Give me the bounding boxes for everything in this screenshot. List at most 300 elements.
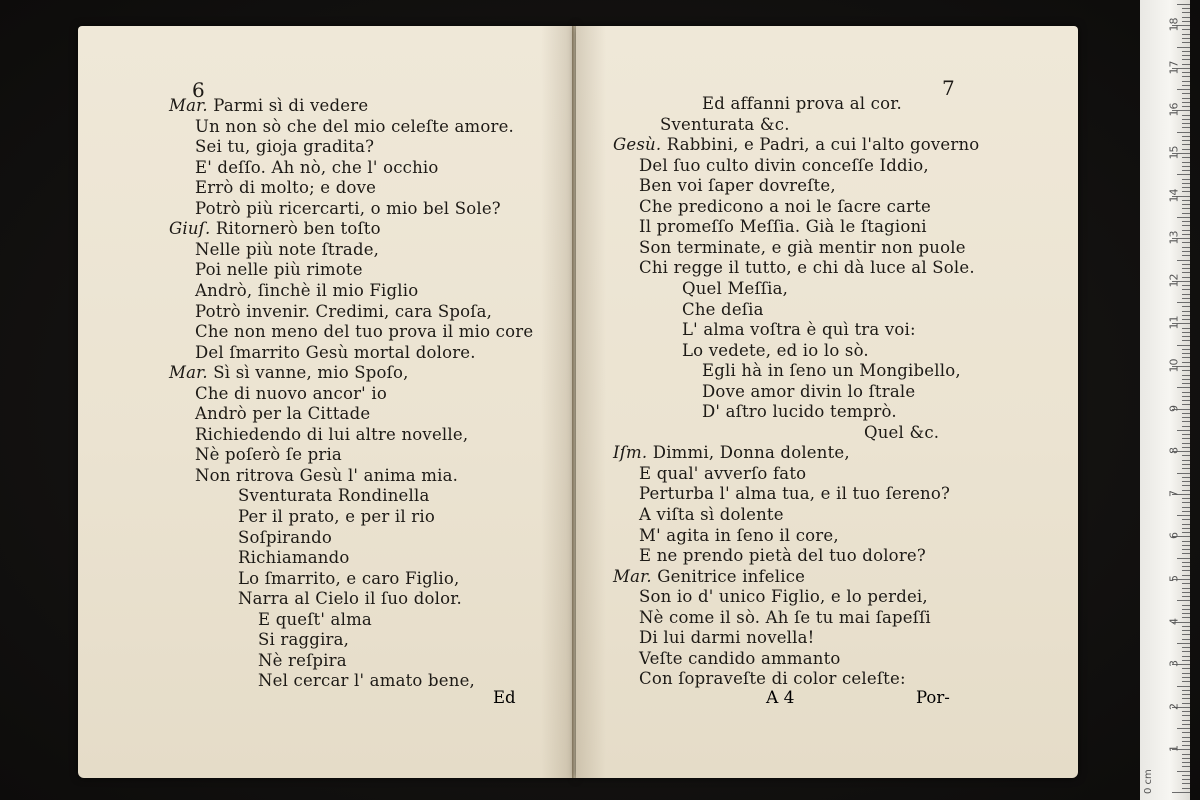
line-text: Sì sì vanne, mio Spoſo, bbox=[213, 363, 409, 383]
speaker-label: Giuſ. bbox=[169, 219, 216, 239]
ruler-tick bbox=[1182, 123, 1190, 124]
line-text: E queſt' alma bbox=[258, 609, 372, 629]
ruler-tick bbox=[1182, 230, 1190, 231]
ruler-number: 12 bbox=[1167, 273, 1181, 288]
line-text: Che deſia bbox=[682, 299, 764, 319]
ruler-tick bbox=[1182, 528, 1190, 529]
ruler-tick bbox=[1182, 673, 1190, 674]
ruler-tick bbox=[1182, 438, 1190, 439]
ruler-tick bbox=[1182, 268, 1190, 269]
ruler-tick bbox=[1182, 745, 1190, 746]
text-line bbox=[639, 505, 784, 525]
ruler-tick bbox=[1182, 383, 1190, 384]
text-line bbox=[238, 569, 459, 589]
line-text: Andrò, ſinchè il mio Figlio bbox=[195, 280, 419, 300]
text-line bbox=[169, 363, 409, 383]
ruler-number: 2 bbox=[1167, 702, 1181, 710]
ruler-tick bbox=[1182, 285, 1190, 286]
ruler-tick bbox=[1182, 511, 1190, 512]
ruler-number: 1 bbox=[1167, 745, 1181, 753]
ruler-tick bbox=[1182, 596, 1190, 597]
line-text: Quel &c. bbox=[864, 422, 940, 442]
ruler-tick bbox=[1182, 605, 1190, 606]
text-line bbox=[195, 178, 376, 198]
text-line bbox=[702, 361, 961, 381]
speaker-label: Mar. bbox=[613, 566, 658, 586]
ruler-tick bbox=[1182, 200, 1190, 201]
ruler-tick bbox=[1182, 477, 1190, 478]
line-text: Chi regge il tutto, e chi dà luce al Sole. bbox=[639, 258, 975, 278]
ruler-tick bbox=[1182, 328, 1190, 329]
line-text: Ritornerò ben toſto bbox=[215, 219, 381, 239]
ruler-tick bbox=[1182, 183, 1190, 184]
text-line bbox=[613, 443, 850, 463]
ruler-tick bbox=[1182, 93, 1190, 94]
ruler-tick bbox=[1182, 570, 1190, 571]
ruler-tick bbox=[1177, 558, 1190, 559]
line-text: Lo ſmarrito, e caro Figlio, bbox=[238, 568, 460, 588]
line-text: Nel cercar l' amato bene, bbox=[258, 671, 475, 691]
ruler-tick bbox=[1177, 686, 1190, 687]
ruler-tick bbox=[1182, 647, 1190, 648]
ruler-tick bbox=[1182, 157, 1190, 158]
ruler-tick bbox=[1182, 724, 1190, 725]
text-line bbox=[639, 464, 806, 484]
ruler-tick bbox=[1182, 208, 1190, 209]
ruler-tick bbox=[1182, 468, 1190, 469]
text-line bbox=[195, 260, 363, 280]
ruler-tick bbox=[1182, 609, 1190, 610]
ruler-tick bbox=[1182, 362, 1190, 363]
text-line bbox=[238, 507, 435, 527]
speaker-label: Gesù. bbox=[613, 135, 667, 155]
text-line bbox=[639, 628, 815, 648]
speaker-label: Iſm. bbox=[613, 443, 653, 463]
ruler-tick bbox=[1177, 302, 1190, 303]
line-text: D' aſtro lucido temprò. bbox=[702, 402, 897, 422]
ruler-tick bbox=[1182, 277, 1190, 278]
ruler-number: 16 bbox=[1167, 102, 1181, 117]
text-line bbox=[613, 135, 979, 155]
ruler-tick bbox=[1182, 434, 1190, 435]
ruler-tick bbox=[1182, 660, 1190, 661]
ruler-tick bbox=[1182, 541, 1190, 542]
line-text: Che non meno del tuo prova il mio core bbox=[195, 322, 534, 342]
line-text: M' agita in ſeno il core, bbox=[639, 525, 839, 545]
ruler-tick bbox=[1182, 617, 1190, 618]
ruler-tick bbox=[1172, 792, 1190, 793]
text-line bbox=[682, 300, 764, 320]
ruler-tick bbox=[1182, 311, 1190, 312]
ruler-tick bbox=[1182, 651, 1190, 652]
ruler-tick bbox=[1182, 788, 1190, 789]
line-text: Che predicono a noi le ſacre carte bbox=[639, 196, 931, 216]
ruler-tick bbox=[1182, 8, 1190, 9]
ruler-tick bbox=[1182, 732, 1190, 733]
signature-mark: A 4 bbox=[766, 688, 795, 708]
ruler-number: 4 bbox=[1167, 617, 1181, 625]
line-text: Un non sò che del mio celeſte amore. bbox=[195, 116, 514, 136]
ruler-tick bbox=[1177, 174, 1190, 175]
text-line bbox=[639, 238, 966, 258]
ruler-tick bbox=[1182, 490, 1190, 491]
ruler-tick bbox=[1182, 639, 1190, 640]
text-line bbox=[195, 302, 492, 322]
ruler-tick bbox=[1177, 771, 1190, 772]
ruler-tick bbox=[1182, 272, 1190, 273]
ruler-tick bbox=[1182, 630, 1190, 631]
text-line bbox=[639, 526, 839, 546]
ruler-tick bbox=[1182, 668, 1190, 669]
ruler-tick bbox=[1182, 306, 1190, 307]
line-text: Sventurata Rondinella bbox=[238, 486, 430, 506]
text-line bbox=[639, 484, 950, 504]
ruler-tick bbox=[1182, 102, 1190, 103]
line-text: Sventurata &c. bbox=[660, 114, 790, 134]
text-line bbox=[169, 219, 381, 239]
page-number-left: 6 bbox=[192, 78, 205, 102]
ruler-number: 5 bbox=[1167, 575, 1181, 582]
ruler-tick bbox=[1182, 413, 1190, 414]
ruler-tick bbox=[1182, 417, 1190, 418]
ruler-tick bbox=[1182, 549, 1190, 550]
line-text: Potrò invenir. Credimi, cara Spoſa, bbox=[195, 301, 493, 321]
text-line bbox=[660, 115, 790, 135]
line-text: Veſte candido ammanto bbox=[639, 648, 841, 668]
ruler-number: 15 bbox=[1167, 145, 1181, 160]
ruler-tick bbox=[1182, 404, 1190, 405]
line-text: Non ritrova Gesù l' anima mia. bbox=[195, 465, 459, 485]
line-text: Narra al Cielo il ſuo dolor. bbox=[238, 589, 462, 609]
ruler-tick bbox=[1182, 775, 1190, 776]
ruler-tick bbox=[1182, 264, 1190, 265]
ruler-number: 9 bbox=[1167, 404, 1181, 412]
text-line bbox=[195, 425, 468, 445]
ruler-tick bbox=[1182, 575, 1190, 576]
ruler-tick bbox=[1182, 566, 1190, 567]
text-line bbox=[169, 96, 368, 116]
line-text: L' alma voſtra è quì tra voi: bbox=[682, 320, 916, 340]
text-line bbox=[639, 546, 926, 566]
ruler-tick bbox=[1182, 234, 1190, 235]
text-line bbox=[195, 322, 533, 342]
text-line bbox=[702, 94, 902, 114]
ruler-tick bbox=[1182, 136, 1190, 137]
ruler-tick bbox=[1182, 213, 1190, 214]
line-text: Nè come il sò. Ah ſe tu mai ſapeſſi bbox=[639, 607, 931, 627]
ruler-tick bbox=[1182, 779, 1190, 780]
ruler-tick bbox=[1182, 464, 1190, 465]
ruler-tick bbox=[1182, 149, 1190, 150]
line-text: E qual' avverſo fato bbox=[639, 463, 807, 483]
ruler-tick bbox=[1182, 681, 1190, 682]
line-text: Genitrice infelice bbox=[657, 566, 806, 586]
ruler-tick bbox=[1182, 81, 1190, 82]
text-line bbox=[702, 402, 897, 422]
ruler-tick bbox=[1182, 758, 1190, 759]
ruler-tick bbox=[1182, 51, 1190, 52]
ruler-tick bbox=[1177, 89, 1190, 90]
line-text: Errò di molto; e dove bbox=[195, 178, 377, 198]
line-text: Perturba l' alma tua, e il tuo ſereno? bbox=[639, 484, 951, 504]
ruler-tick bbox=[1182, 375, 1190, 376]
text-line bbox=[195, 117, 514, 137]
line-text: Sei tu, gioja gradita? bbox=[195, 137, 375, 157]
text-line bbox=[258, 630, 349, 650]
ruler-tick bbox=[1182, 762, 1190, 763]
line-text: Con ſopraveſte di color celeſte: bbox=[639, 669, 906, 689]
ruler-tick bbox=[1182, 583, 1190, 584]
ruler-tick bbox=[1182, 553, 1190, 554]
ruler-number: 11 bbox=[1167, 315, 1181, 330]
ruler-tick bbox=[1182, 357, 1190, 358]
line-text: Poi nelle più rimote bbox=[195, 260, 363, 280]
ruler-tick bbox=[1182, 179, 1190, 180]
text-line bbox=[238, 589, 462, 609]
ruler-tick bbox=[1182, 166, 1190, 167]
ruler-tick bbox=[1182, 55, 1190, 56]
text-line bbox=[639, 649, 841, 669]
text-line bbox=[864, 423, 939, 443]
ruler-number: 7 bbox=[1167, 489, 1181, 497]
ruler-tick bbox=[1182, 17, 1190, 18]
ruler-tick bbox=[1182, 532, 1190, 533]
text-line bbox=[195, 466, 458, 486]
ruler-tick bbox=[1182, 766, 1190, 767]
text-line bbox=[238, 486, 430, 506]
ruler-tick bbox=[1182, 29, 1190, 30]
ruler-number: 10 bbox=[1167, 358, 1181, 373]
line-text: Andrò per la Cittade bbox=[195, 404, 371, 424]
ruler-tick bbox=[1182, 656, 1190, 657]
ruler-tick bbox=[1182, 626, 1190, 627]
ruler-tick bbox=[1182, 455, 1190, 456]
ruler-tick bbox=[1182, 545, 1190, 546]
ruler-tick bbox=[1182, 294, 1190, 295]
ruler-unit-label: 0 cm bbox=[1143, 769, 1154, 794]
ruler-tick bbox=[1177, 260, 1190, 261]
ruler-tick bbox=[1182, 12, 1190, 13]
ruler-tick bbox=[1177, 728, 1190, 729]
ruler-tick bbox=[1182, 38, 1190, 39]
page-number-right: 7 bbox=[942, 76, 955, 100]
ruler-tick bbox=[1182, 119, 1190, 120]
text-line bbox=[195, 445, 342, 465]
catchword-right: Por- bbox=[916, 688, 950, 707]
ruler-tick bbox=[1182, 392, 1190, 393]
text-line bbox=[195, 158, 439, 178]
ruler-tick bbox=[1182, 524, 1190, 525]
ruler-tick bbox=[1182, 370, 1190, 371]
line-text: Son io d' unico Figlio, e lo perdei, bbox=[639, 587, 928, 607]
ruler-tick bbox=[1182, 588, 1190, 589]
ruler-tick bbox=[1182, 634, 1190, 635]
ruler-tick bbox=[1182, 426, 1190, 427]
ruler-tick bbox=[1182, 519, 1190, 520]
ruler-tick bbox=[1177, 4, 1190, 5]
ruler-tick bbox=[1182, 127, 1190, 128]
line-text: E' deſſo. Ah nò, che l' occhio bbox=[195, 157, 439, 177]
ruler-tick bbox=[1177, 387, 1190, 388]
ruler-tick bbox=[1177, 515, 1190, 516]
ruler-tick bbox=[1182, 85, 1190, 86]
ruler-tick bbox=[1182, 242, 1190, 243]
ruler-tick bbox=[1182, 353, 1190, 354]
text-line bbox=[682, 320, 916, 340]
ruler-tick bbox=[1182, 34, 1190, 35]
ruler-tick bbox=[1182, 187, 1190, 188]
line-text: Nelle più note ſtrade, bbox=[195, 239, 380, 259]
line-text: E ne prendo pietà del tuo dolore? bbox=[639, 546, 926, 566]
line-text: A viſta sì dolente bbox=[639, 505, 784, 524]
ruler-tick bbox=[1177, 473, 1190, 474]
ruler-tick bbox=[1182, 481, 1190, 482]
ruler-tick bbox=[1182, 562, 1190, 563]
speaker-label: Mar. bbox=[169, 96, 214, 115]
ruler-tick bbox=[1182, 21, 1190, 22]
ruler-tick bbox=[1182, 737, 1190, 738]
ruler-tick bbox=[1182, 98, 1190, 99]
ruler-tick bbox=[1182, 447, 1190, 448]
ruler-tick bbox=[1182, 115, 1190, 116]
text-line bbox=[195, 199, 501, 219]
text-line bbox=[639, 217, 927, 237]
ruler-tick bbox=[1182, 247, 1190, 248]
ruler-tick bbox=[1182, 698, 1190, 699]
ruler-tick bbox=[1182, 720, 1190, 721]
line-text: Quel Meſſia, bbox=[682, 278, 789, 298]
ruler-tick bbox=[1182, 340, 1190, 341]
ruler-tick bbox=[1182, 460, 1190, 461]
text-line bbox=[639, 669, 906, 689]
ruler-tick bbox=[1182, 396, 1190, 397]
ruler-tick bbox=[1182, 379, 1190, 380]
text-line bbox=[258, 651, 347, 671]
line-text: Lo vedete, ed io lo sò. bbox=[682, 340, 869, 360]
ruler-tick bbox=[1182, 221, 1190, 222]
line-text: Potrò più ricercarti, o mio bel Sole? bbox=[195, 198, 501, 218]
ruler-tick bbox=[1182, 298, 1190, 299]
ruler-tick bbox=[1182, 64, 1190, 65]
text-line bbox=[238, 528, 332, 548]
text-line bbox=[639, 587, 928, 607]
ruler-tick bbox=[1182, 754, 1190, 755]
ruler-tick bbox=[1182, 106, 1190, 107]
ruler-tick bbox=[1182, 59, 1190, 60]
line-text: Del ſmarrito Gesù mortal dolore. bbox=[195, 342, 476, 362]
ruler-tick bbox=[1177, 47, 1190, 48]
ruler-tick bbox=[1182, 319, 1190, 320]
text-line bbox=[195, 404, 370, 424]
ruler-tick bbox=[1177, 132, 1190, 133]
ruler-tick bbox=[1182, 332, 1190, 333]
text-line bbox=[702, 382, 915, 402]
text-line bbox=[682, 279, 788, 299]
ruler-tick bbox=[1182, 507, 1190, 508]
ruler-tick bbox=[1182, 783, 1190, 784]
text-line bbox=[639, 156, 929, 176]
ruler-tick bbox=[1182, 251, 1190, 252]
ruler-tick bbox=[1182, 140, 1190, 141]
text-line bbox=[195, 343, 476, 363]
line-text: Soſpirando bbox=[238, 527, 333, 547]
text-line bbox=[195, 137, 374, 157]
ruler-number: 6 bbox=[1167, 532, 1181, 540]
line-text: Nè poſerò ſe pria bbox=[195, 445, 342, 465]
ruler-tick bbox=[1182, 204, 1190, 205]
ruler-tick bbox=[1182, 694, 1190, 695]
ruler-tick bbox=[1182, 498, 1190, 499]
line-text: Che di nuovo ancor' io bbox=[195, 383, 387, 403]
line-text: Dove amor divin lo ſtrale bbox=[702, 381, 916, 401]
line-text: Egli hà in ſeno un Mongibello, bbox=[702, 361, 961, 381]
ruler-tick bbox=[1182, 349, 1190, 350]
line-text: Richiedendo di lui altre novelle, bbox=[195, 424, 469, 444]
ruler-tick bbox=[1182, 191, 1190, 192]
ruler-tick bbox=[1177, 600, 1190, 601]
line-text: Rabbini, e Padri, a cui l'alto governo bbox=[666, 135, 980, 155]
ruler-tick bbox=[1182, 677, 1190, 678]
ruler-tick bbox=[1182, 711, 1190, 712]
right-page bbox=[576, 26, 1078, 778]
ruler-tick bbox=[1182, 715, 1190, 716]
line-text: Ed affanni prova al cor. bbox=[702, 94, 902, 113]
text-line bbox=[639, 258, 975, 278]
ruler-tick bbox=[1182, 42, 1190, 43]
ruler-tick bbox=[1182, 144, 1190, 145]
ruler-tick bbox=[1177, 643, 1190, 644]
text-line bbox=[258, 671, 475, 691]
text-line bbox=[639, 176, 836, 196]
left-page bbox=[78, 26, 575, 778]
ruler-tick bbox=[1182, 741, 1190, 742]
ruler-tick bbox=[1182, 443, 1190, 444]
ruler-tick bbox=[1177, 430, 1190, 431]
ruler-tick bbox=[1182, 162, 1190, 163]
ruler-tick bbox=[1182, 690, 1190, 691]
speaker-label: Mar. bbox=[169, 363, 214, 383]
ruler-tick bbox=[1182, 225, 1190, 226]
measuring-ruler bbox=[1140, 0, 1190, 800]
ruler-tick bbox=[1177, 217, 1190, 218]
ruler-tick bbox=[1182, 703, 1190, 704]
ruler-number: 13 bbox=[1167, 230, 1181, 245]
ruler-tick bbox=[1182, 315, 1190, 316]
line-text: Il promeſſo Meſſia. Già le ſtagioni bbox=[639, 217, 927, 237]
ruler-tick bbox=[1182, 76, 1190, 77]
line-text: Si raggira, bbox=[258, 630, 350, 650]
line-text: Ben voi ſaper dovreſte, bbox=[639, 176, 836, 196]
ruler-number: 14 bbox=[1167, 188, 1181, 203]
line-text: Per il prato, e per il rio bbox=[238, 507, 435, 526]
ruler-number: 3 bbox=[1167, 660, 1181, 668]
ruler-tick bbox=[1182, 255, 1190, 256]
ruler-tick bbox=[1182, 289, 1190, 290]
text-line bbox=[195, 240, 379, 260]
text-line bbox=[682, 341, 869, 361]
line-text: Richiamando bbox=[238, 548, 350, 568]
text-line bbox=[195, 384, 387, 404]
ruler-tick bbox=[1182, 485, 1190, 486]
line-text: Di lui darmi novella! bbox=[639, 628, 815, 648]
ruler-tick bbox=[1182, 170, 1190, 171]
text-line bbox=[238, 548, 350, 568]
line-text: Nè reſpira bbox=[258, 650, 347, 670]
ruler-number: 17 bbox=[1167, 60, 1181, 75]
text-line bbox=[613, 567, 805, 587]
ruler-tick bbox=[1182, 336, 1190, 337]
ruler-tick bbox=[1177, 345, 1190, 346]
